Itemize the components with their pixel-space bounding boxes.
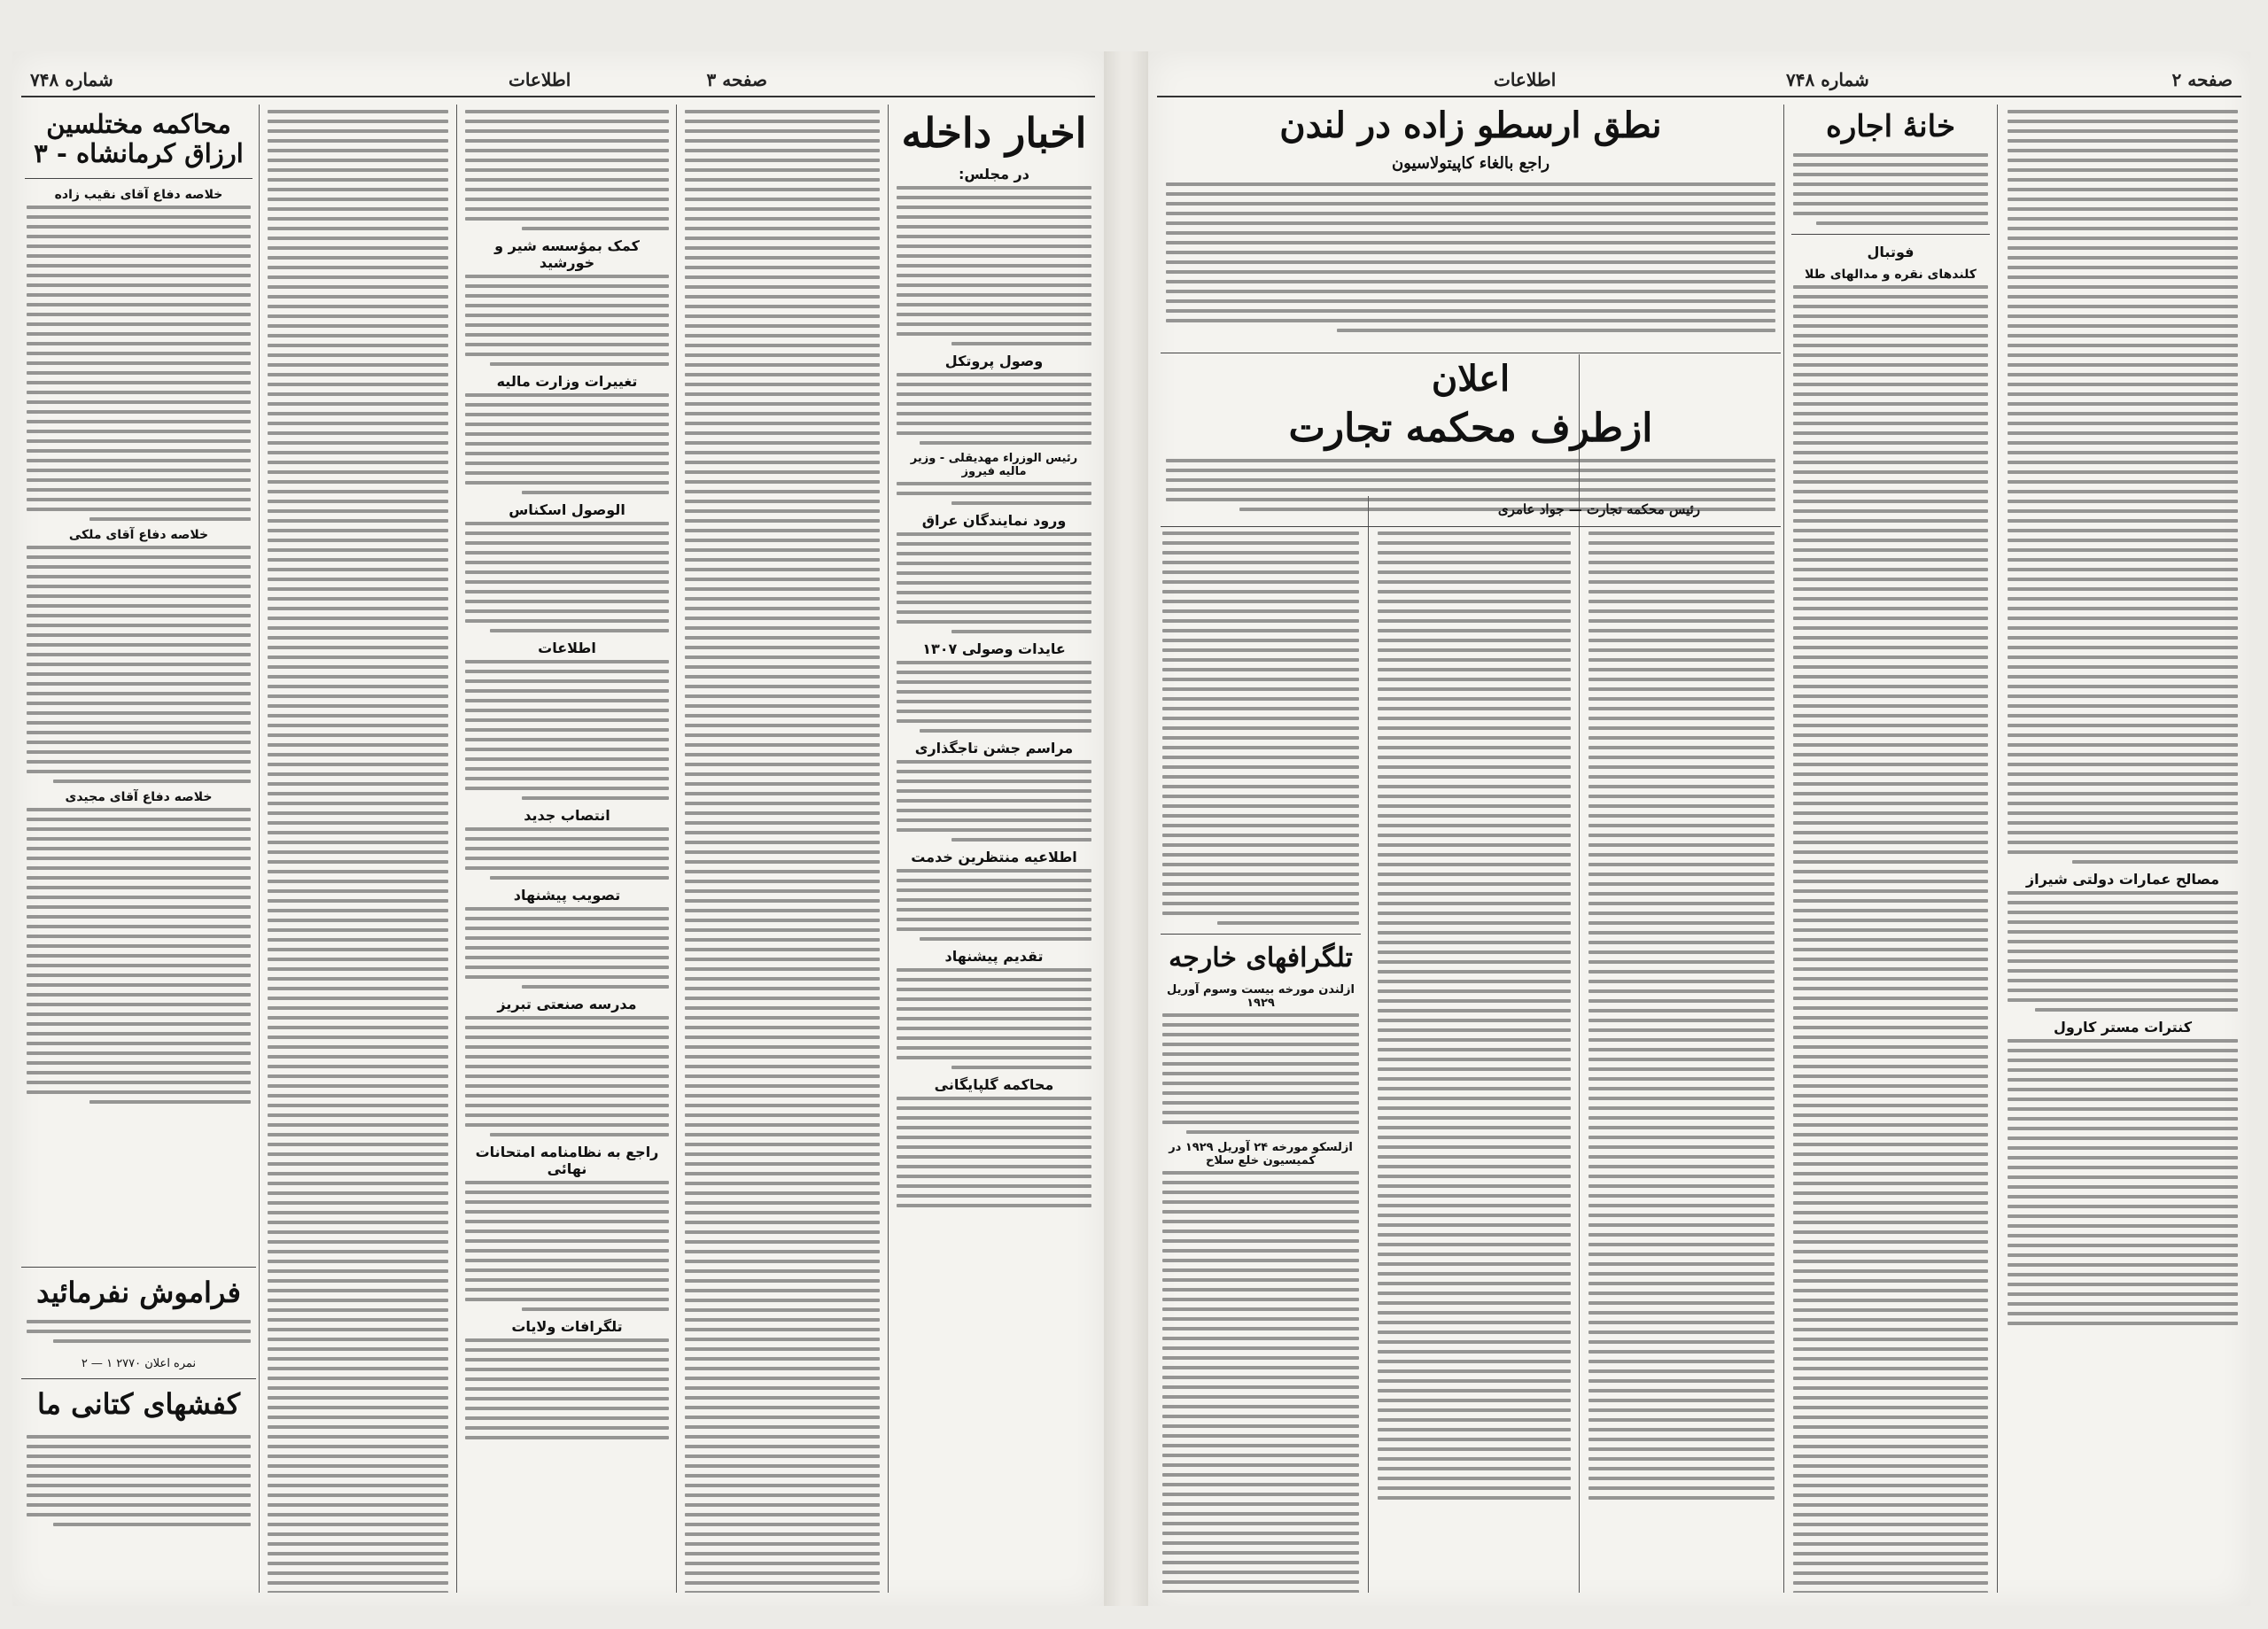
text-block	[891, 373, 1097, 445]
text-block	[891, 661, 1097, 733]
main-article-intro	[1161, 182, 1781, 353]
column-right-1	[2002, 105, 2243, 1593]
text-block	[2002, 110, 2243, 864]
text-block	[1788, 153, 1993, 225]
left-header-masthead: اطلاعات	[509, 69, 571, 90]
text-block	[21, 808, 256, 1104]
text-block	[2002, 891, 2243, 1012]
section-heading: تصویب پیشنهاد	[513, 887, 621, 904]
section-heading: مراسم جشن تاجگذاری	[914, 739, 1074, 756]
ad-dont-forget-title: فراموش نفرمائید	[36, 1276, 241, 1309]
section-heading: وصول پروتکل	[944, 352, 1044, 369]
column-right-4	[1372, 531, 1576, 1593]
notice-signature: رئیس محکمه تجارت — جواد عامری	[1497, 501, 1701, 517]
right-page-header	[1148, 66, 2250, 96]
section-heading: مصالح عمارات دولتی شیراز	[2025, 871, 2220, 888]
text-block	[460, 1181, 674, 1311]
ad-separator	[21, 1267, 256, 1268]
column-domestic-news	[891, 105, 1097, 1593]
rental-house-title: خانهٔ اجاره	[1826, 109, 1955, 144]
column-rule	[259, 105, 260, 1593]
main-headline: نطق ارسطو زاده در لندن	[1279, 105, 1662, 146]
section-heading: ازلسکو مورخه ۲۴ آوریل ۱۹۲۹ در کمیسیون خلع سلاح	[1169, 1140, 1353, 1167]
section-heading: خلاصه دفاع آقای نقیب زاده	[54, 187, 223, 202]
section-heading: تغییرات وزارت مالیه	[496, 373, 638, 390]
domestic-news-title: اخبار داخله	[901, 109, 1087, 157]
section-heading: راجع به نظامنامه امتحانات نهائی	[475, 1144, 659, 1177]
section-heading: انتصاب جدید	[524, 807, 610, 824]
notice-separator	[1161, 526, 1781, 527]
section-heading: عایدات وصولی ۱۳۰۷	[922, 640, 1066, 657]
section-heading: کلندهای نقره و مدالهای طلا	[1805, 268, 1977, 283]
section-heading: تقدیم پیشنهاد	[944, 947, 1044, 965]
left-page-header	[12, 66, 1104, 96]
text-block	[891, 482, 1097, 505]
text-block	[891, 968, 1097, 1069]
right-header-masthead: اطلاعات	[1494, 69, 1557, 90]
section-heading: اطلاعات	[538, 640, 596, 656]
page-gutter	[1104, 51, 1148, 1606]
text-block	[460, 393, 674, 494]
foreign-telegrams-title: تلگرافهای خارجه	[1169, 942, 1353, 974]
text-block	[460, 110, 674, 230]
section-heading: کنترات مستر کارول	[2053, 1019, 2193, 1036]
section-heading: تلگرافات ولایات	[511, 1318, 623, 1335]
text-block	[680, 110, 885, 1593]
section-heading: در مجلس:	[959, 165, 1029, 182]
column-rule	[1368, 496, 1369, 1593]
column-news-2	[680, 105, 885, 1593]
column-rule	[888, 105, 889, 1593]
ad-canvas-shoes-body	[21, 1435, 256, 1568]
text-block	[1157, 1013, 1364, 1134]
section-heading: محاکمه گلپایگانی	[934, 1075, 1054, 1093]
section-heading: خلاصه دفاع آقای مجیدی	[65, 789, 213, 804]
column-right-2	[1788, 105, 1993, 1593]
text-block	[460, 827, 674, 880]
text-block	[21, 206, 256, 521]
text-block	[460, 907, 674, 989]
text-block	[460, 275, 674, 366]
text-block	[460, 1016, 674, 1136]
main-subheadline: راجع بالغاء کاپیتولاسیون	[1391, 154, 1550, 173]
trial-article-title: محاکمه مختلسین ارزاق کرمانشاه - ۳	[34, 109, 244, 169]
text-block	[891, 869, 1097, 941]
section-heading: مدرسه صنعتی تبریز	[497, 996, 637, 1012]
text-block	[262, 110, 454, 1593]
text-block	[891, 760, 1097, 842]
column-rule	[456, 105, 457, 1593]
ad-canvas-shoes-title: کفشهای کتانی ما	[37, 1387, 240, 1421]
column-news-4	[262, 105, 454, 1593]
text-block	[1788, 285, 1993, 1593]
text-block	[460, 522, 674, 632]
section-heading: الوصول اسکناس	[509, 501, 625, 518]
text-block	[2002, 1039, 2243, 1325]
text-block	[460, 660, 674, 800]
text-block	[891, 1097, 1097, 1207]
notice-title: اعلان	[1431, 358, 1511, 399]
text-block	[891, 186, 1097, 345]
left-header-issue-number: شماره ۷۴۸	[30, 69, 113, 90]
text-block	[891, 532, 1097, 633]
ad-separator	[21, 1378, 256, 1379]
text-block	[1157, 1171, 1364, 1594]
text-block	[21, 546, 256, 783]
left-header-page-number: صفحه ۳	[706, 69, 767, 90]
section-heading: فوتبال	[1867, 244, 1915, 261]
text-block	[1372, 531, 1576, 1500]
right-header-rule	[1157, 96, 2241, 97]
text-block	[460, 1338, 674, 1439]
right-header-issue-number: شماره ۷۴۸	[1786, 69, 1869, 90]
text-block	[1157, 531, 1364, 925]
left-header-rule	[21, 96, 1095, 97]
section-heading: رئیس الوزراء مهدیقلی - وزیر مالیه فیروز	[910, 451, 1078, 478]
column-right-3	[1583, 531, 1780, 1593]
section-heading: ازلندن مورخه بیست وسوم آوریل ۱۹۲۹	[1167, 982, 1355, 1010]
column-rule	[1997, 105, 1998, 1593]
text-block	[1583, 531, 1780, 1500]
column-rule	[676, 105, 677, 1593]
section-heading: کمک بمؤسسه شیر و خورشید	[494, 237, 640, 271]
section-heading: اطلاعیه منتظرین خدمت	[911, 848, 1077, 865]
column-news-3	[460, 105, 674, 1593]
notice-subtitle: ازطرف محکمه تجارت	[1288, 406, 1653, 451]
right-header-page-number: صفحه ۲	[2171, 69, 2233, 90]
column-rule	[1783, 105, 1784, 1593]
column-rule	[1579, 354, 1580, 1593]
section-heading: خلاصه دفاع آقای ملکی	[68, 527, 209, 542]
ad-dont-forget-footer: نمره اعلان ۲۷۷۰ ۱ — ۲	[81, 1357, 197, 1370]
column-foreign-telegrams	[1157, 531, 1364, 1593]
section-heading: ورود نمایندگان عراق	[921, 511, 1067, 529]
